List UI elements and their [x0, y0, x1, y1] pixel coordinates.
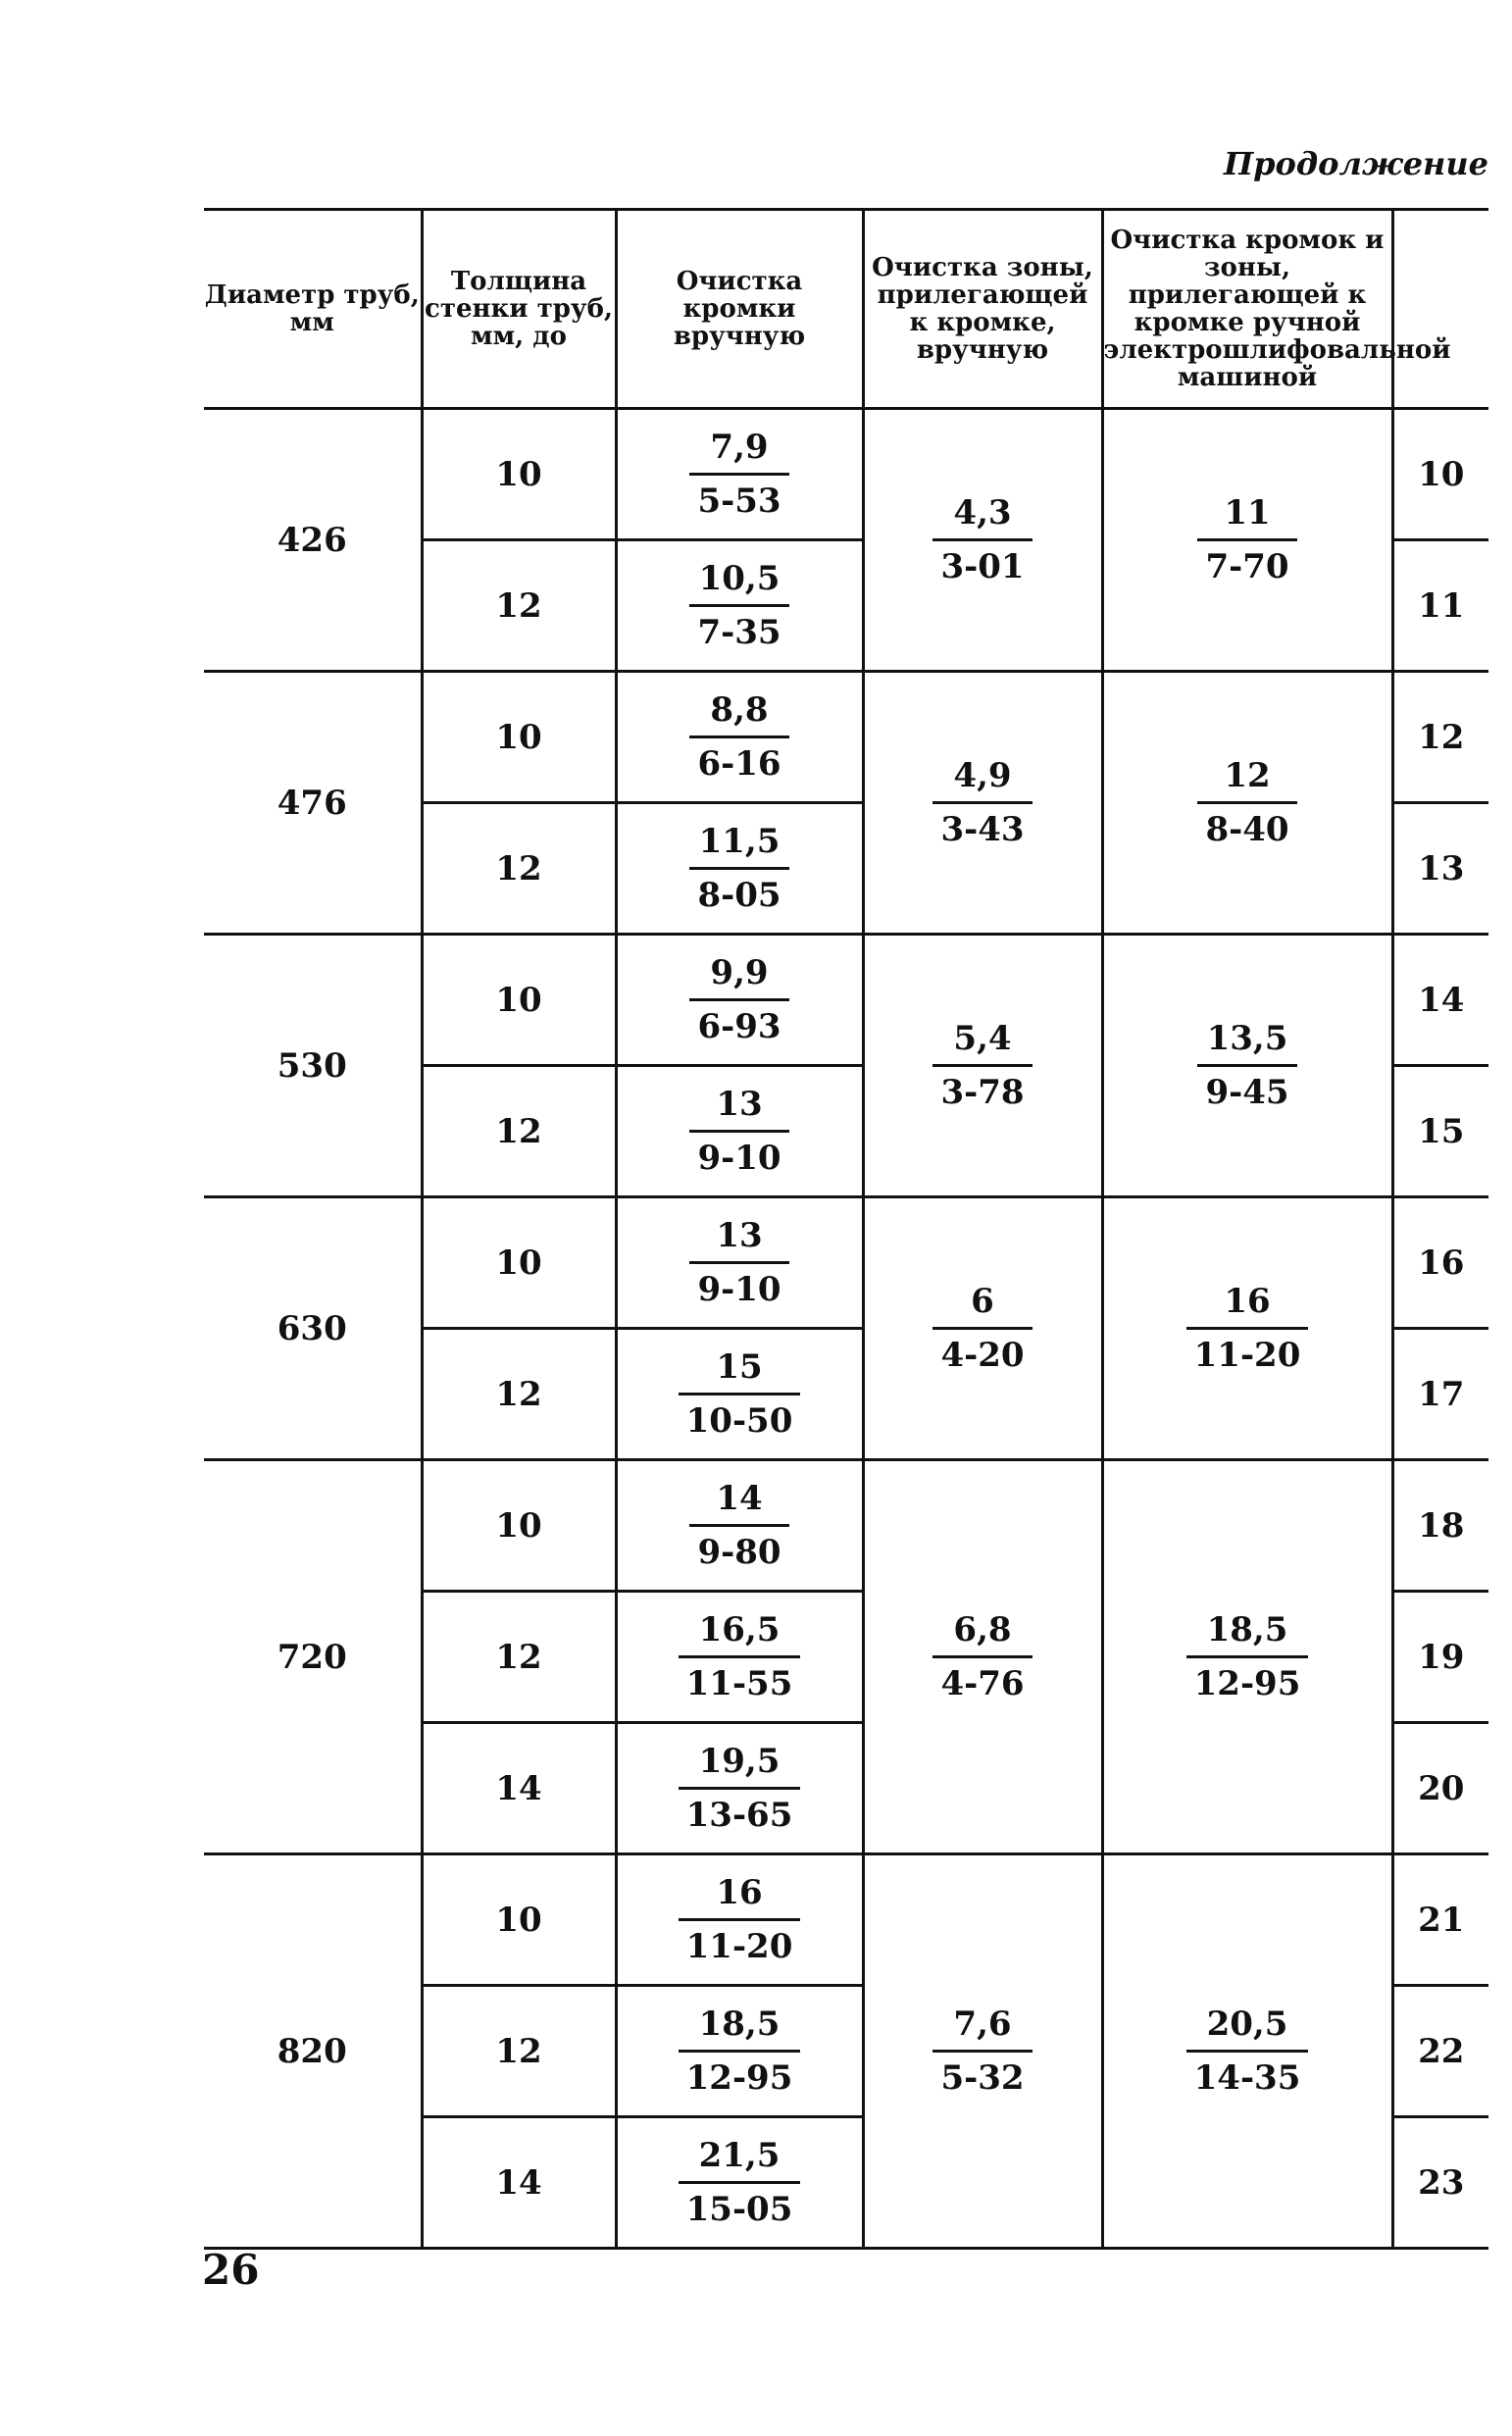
edge-manual-fraction-denominator: 9-10: [697, 1139, 781, 1178]
zone-manual-cell: [863, 409, 1102, 672]
header-diameter: Диаметр труб, мм: [204, 210, 422, 409]
machine-fraction-numerator: 13,5: [1197, 1017, 1296, 1067]
machine-cell: [1102, 1197, 1392, 1460]
thickness-cell: 10: [422, 1854, 616, 1986]
thickness-cell: 10: [422, 1460, 616, 1592]
thickness-cell: 14: [422, 2117, 616, 2249]
edge-manual-fraction-denominator: 10-50: [685, 1401, 793, 1441]
edge-manual-cell: [616, 1854, 863, 1986]
thickness-cell: 12: [422, 540, 616, 672]
edge-manual-fraction: [679, 2134, 801, 2231]
edge-manual-cell: [616, 672, 863, 803]
machine-fraction: [1197, 1017, 1296, 1114]
edge-manual-fraction: [689, 557, 788, 654]
edge-manual-fraction-numerator: 8,8: [689, 688, 788, 738]
edge-manual-fraction-denominator: 9-80: [697, 1533, 781, 1572]
edge-manual-fraction-denominator: 11-55: [685, 1664, 793, 1703]
table-row: [204, 1460, 1488, 1592]
table-body: [204, 409, 1488, 2249]
edge-manual-fraction: [689, 688, 788, 786]
row-number-cell: 18: [1392, 1460, 1488, 1592]
edge-manual-fraction: [679, 2003, 801, 2100]
table-row: [204, 1197, 1488, 1329]
edge-manual-fraction-denominator: 6-16: [697, 744, 781, 784]
thickness-cell: 10: [422, 409, 616, 540]
zone-manual-fraction-numerator: 4,3: [932, 491, 1032, 541]
zone-manual-fraction-numerator: 7,6: [932, 2003, 1032, 2053]
continuation-label: Продолжение: [1223, 145, 1488, 182]
machine-fraction-denominator: 7-70: [1205, 547, 1289, 586]
edge-manual-fraction-numerator: 21,5: [679, 2134, 801, 2184]
row-number-cell: 23: [1392, 2117, 1488, 2249]
zone-manual-fraction-numerator: 4,9: [932, 754, 1032, 804]
edge-manual-fraction-denominator: 5-53: [697, 482, 781, 521]
diameter-cell: 630: [204, 1197, 422, 1460]
row-number-cell: 20: [1392, 1723, 1488, 1854]
zone-manual-fraction-denominator: 3-01: [940, 547, 1025, 586]
machine-fraction: [1186, 2003, 1309, 2100]
edge-manual-fraction-numerator: 15: [679, 1345, 801, 1396]
machine-fraction-denominator: 11-20: [1193, 1336, 1301, 1375]
thickness-cell: 12: [422, 1066, 616, 1197]
zone-manual-fraction: [932, 2003, 1032, 2100]
machine-fraction-denominator: 9-45: [1205, 1073, 1289, 1112]
machine-fraction-denominator: 14-35: [1193, 2058, 1301, 2098]
machine-fraction-numerator: 11: [1197, 491, 1296, 541]
edge-manual-fraction-numerator: 14: [689, 1477, 788, 1527]
zone-manual-fraction-denominator: 5-32: [940, 2058, 1025, 2098]
edge-manual-cell: [616, 1592, 863, 1723]
row-number-cell: 21: [1392, 1854, 1488, 1986]
edge-manual-fraction-numerator: 11,5: [689, 820, 788, 870]
machine-fraction-numerator: 20,5: [1186, 2003, 1309, 2053]
zone-manual-cell: [863, 1197, 1102, 1460]
edge-manual-fraction-denominator: 9-10: [697, 1270, 781, 1309]
edge-manual-fraction: [689, 1477, 788, 1574]
edge-manual-cell: [616, 1197, 863, 1329]
zone-manual-cell: [863, 1460, 1102, 1854]
zone-manual-cell: [863, 935, 1102, 1197]
zone-manual-cell: [863, 672, 1102, 935]
diameter-cell: 476: [204, 672, 422, 935]
edge-manual-cell: [616, 540, 863, 672]
diameter-cell: 720: [204, 1460, 422, 1854]
machine-fraction: [1197, 491, 1296, 588]
edge-manual-fraction-denominator: 11-20: [685, 1927, 793, 1966]
edge-manual-cell: [616, 1723, 863, 1854]
edge-manual-fraction: [679, 1345, 801, 1443]
edge-manual-fraction-denominator: 12-95: [685, 2058, 793, 2098]
table-row: [204, 409, 1488, 540]
thickness-cell: 10: [422, 1197, 616, 1329]
thickness-cell: 12: [422, 803, 616, 935]
edge-manual-fraction: [689, 1083, 788, 1180]
zone-manual-fraction-numerator: 6,8: [932, 1608, 1032, 1658]
machine-fraction-denominator: 12-95: [1193, 1664, 1301, 1703]
row-number-cell: 17: [1392, 1329, 1488, 1460]
row-number-cell: 12: [1392, 672, 1488, 803]
edge-manual-fraction: [679, 1740, 801, 1837]
edge-manual-fraction-numerator: 16,5: [679, 1608, 801, 1658]
machine-fraction-denominator: 8-40: [1205, 810, 1289, 849]
edge-manual-fraction-numerator: 10,5: [689, 557, 788, 607]
zone-manual-cell: [863, 1854, 1102, 2249]
zone-manual-fraction: [932, 1608, 1032, 1705]
header-row-number: [1392, 210, 1488, 409]
zone-manual-fraction: [932, 754, 1032, 851]
edge-manual-fraction: [679, 1608, 801, 1705]
row-number-cell: 16: [1392, 1197, 1488, 1329]
zone-manual-fraction: [932, 491, 1032, 588]
edge-manual-fraction-denominator: 13-65: [685, 1796, 793, 1835]
edge-manual-fraction: [679, 1871, 801, 1968]
edge-manual-cell: [616, 803, 863, 935]
machine-fraction: [1197, 754, 1296, 851]
machine-fraction: [1186, 1280, 1309, 1377]
edge-manual-fraction: [689, 1214, 788, 1311]
header-thickness: Толщина стенки труб, мм, до: [422, 210, 616, 409]
table-row: [204, 1854, 1488, 1986]
diameter-cell: 820: [204, 1854, 422, 2249]
machine-fraction-numerator: 16: [1186, 1280, 1309, 1330]
row-number-cell: 10: [1392, 409, 1488, 540]
thickness-cell: 12: [422, 1986, 616, 2117]
machine-cell: [1102, 409, 1392, 672]
thickness-cell: 12: [422, 1592, 616, 1723]
page-number: 26: [202, 2246, 260, 2294]
edge-manual-cell: [616, 1066, 863, 1197]
zone-manual-fraction-numerator: 6: [932, 1280, 1032, 1330]
edge-manual-fraction-numerator: 18,5: [679, 2003, 801, 2053]
edge-manual-cell: [616, 935, 863, 1066]
edge-manual-cell: [616, 1460, 863, 1592]
table-row: [204, 935, 1488, 1066]
edge-manual-cell: [616, 409, 863, 540]
edge-manual-fraction-denominator: 6-93: [697, 1007, 781, 1046]
header-edge-manual: Очистка кромки вручную: [616, 210, 863, 409]
machine-cell: [1102, 1460, 1392, 1854]
edge-manual-fraction-numerator: 16: [679, 1871, 801, 1921]
zone-manual-fraction: [932, 1017, 1032, 1114]
edge-manual-fraction: [689, 951, 788, 1048]
table-row: [204, 672, 1488, 803]
edge-manual-fraction-denominator: 8-05: [697, 876, 781, 915]
row-number-cell: 11: [1392, 540, 1488, 672]
zone-manual-fraction: [932, 1280, 1032, 1377]
header-machine: Очистка кромок и зоны, прилегающей к кромке ручной электрошлифовальной машиной: [1102, 210, 1392, 409]
edge-manual-fraction-numerator: 9,9: [689, 951, 788, 1001]
zone-manual-fraction-denominator: 3-43: [940, 810, 1025, 849]
machine-cell: [1102, 672, 1392, 935]
edge-manual-cell: [616, 1329, 863, 1460]
edge-manual-fraction: [689, 426, 788, 523]
edge-manual-fraction-denominator: 7-35: [697, 613, 781, 652]
zone-manual-fraction-denominator: 3-78: [940, 1073, 1025, 1112]
edge-manual-fraction-denominator: 15-05: [685, 2190, 793, 2229]
row-number-cell: 19: [1392, 1592, 1488, 1723]
row-number-cell: 14: [1392, 935, 1488, 1066]
row-number-cell: 13: [1392, 803, 1488, 935]
zone-manual-fraction-denominator: 4-20: [940, 1336, 1025, 1375]
machine-fraction-numerator: 12: [1197, 754, 1296, 804]
edge-manual-fraction-numerator: 13: [689, 1214, 788, 1264]
machine-cell: [1102, 935, 1392, 1197]
edge-manual-cell: [616, 2117, 863, 2249]
machine-cell: [1102, 1854, 1392, 2249]
edge-manual-fraction-numerator: 19,5: [679, 1740, 801, 1790]
diameter-cell: 426: [204, 409, 422, 672]
edge-manual-fraction-numerator: 13: [689, 1083, 788, 1133]
diameter-cell: 530: [204, 935, 422, 1197]
header-zone-manual: Очистка зоны, прилегающей к кромке, вручную: [863, 210, 1102, 409]
machine-fraction: [1186, 1608, 1309, 1705]
thickness-cell: 12: [422, 1329, 616, 1460]
zone-manual-fraction-numerator: 5,4: [932, 1017, 1032, 1067]
machine-fraction-numerator: 18,5: [1186, 1608, 1309, 1658]
row-number-cell: 22: [1392, 1986, 1488, 2117]
edge-manual-cell: [616, 1986, 863, 2117]
row-number-cell: 15: [1392, 1066, 1488, 1197]
thickness-cell: 10: [422, 935, 616, 1066]
edge-manual-fraction-numerator: 7,9: [689, 426, 788, 476]
thickness-cell: 14: [422, 1723, 616, 1854]
thickness-cell: 10: [422, 672, 616, 803]
edge-manual-fraction: [689, 820, 788, 917]
header-row: [204, 210, 1488, 409]
zone-manual-fraction-denominator: 4-76: [940, 1664, 1025, 1703]
pipe-cleaning-norms-table: [204, 208, 1488, 2250]
